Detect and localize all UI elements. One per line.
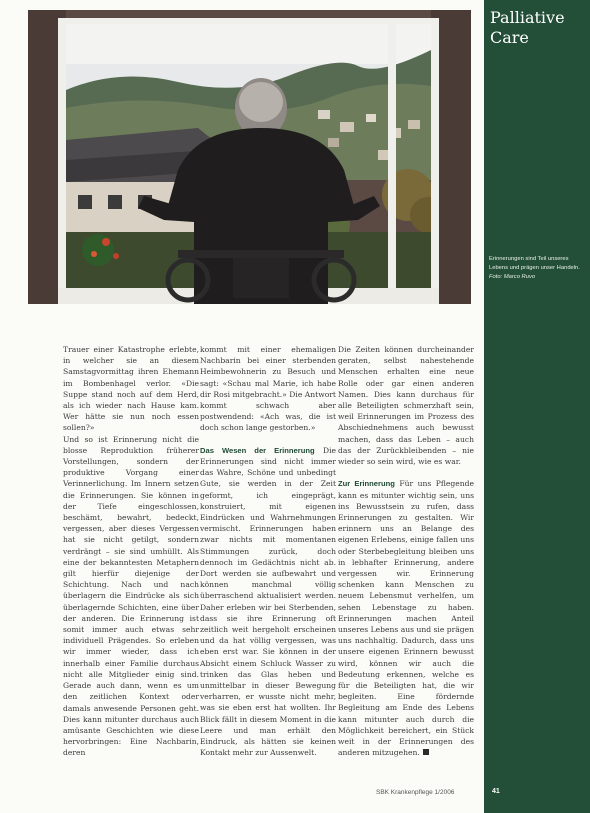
text-column-2 bbox=[200, 344, 336, 759]
section-title: Palliative Care bbox=[490, 8, 565, 47]
photo-caption bbox=[489, 255, 581, 282]
end-mark bbox=[423, 749, 429, 755]
text-column-3 bbox=[338, 344, 474, 759]
text-column-1 bbox=[63, 344, 199, 759]
section-band bbox=[484, 0, 590, 813]
main-photo bbox=[28, 10, 471, 304]
subsection-paragraph bbox=[338, 478, 474, 758]
paragraph-text: Für uns Pflegende kann es mitunter wichtig sein, uns ins Bewusstsein zu rufen, dass Erinnerungen zu gestalten. Wir erinnern uns an Belange des eigenen Erlebens, einige fallen uns oder Sterbebegleitung bleiben uns in lebhafter Erinnerung, andere vergessen wir. Erinnerung schenken kann Menschen zu neuem Lebensmut verhelfen, um sehen Lebenstage zu haben. Erinnerungen machen Anteil unseres Lebens aus und sie prägen uns nachhaltig. Dadurch, dass uns unsere eigenen Erinnern bewusst wird, können wir auch die Bedeutung erkennen, welche es für die Beteiligten hat, die wir begleiten. Eine fördernde Begleitung am Ende des Lebens kann mitunter auch durch die Möglichkeit bereichert, ein Stück weit in der Erinnerungen des anderen mitzugehen. bbox=[338, 479, 474, 758]
photo-credit: Foto: Marco Ruvo bbox=[489, 274, 536, 281]
subheading-wesen: Das Wesen der Erinnerung bbox=[200, 445, 315, 455]
paragraph: Die Zeiten können durcheinander geraten, selbst nahestehende Menschen erhalten eine neue Rolle oder gar einen anderen Namen. Dies kann durchaus für alle Beteiligten schmerzhaft sein, weil Erinnerungen im Prozess des Abschiednehmens auch bewusst machen, dass das Leben – auch das der Zurückbleibenden – nie wieder so sein wird, wie es war. bbox=[338, 345, 474, 467]
footer-magazine: SBK Krankenpflege 1/2006 bbox=[376, 789, 455, 796]
photo-illustration bbox=[28, 10, 471, 304]
subheading-zur-erinnerung: Zur Erinnerung bbox=[338, 479, 395, 489]
paragraph-text: Die Erinnerungen sind nicht immer das Wahre, Schöne und unbedingt Gute, sie werden in der Zeit geformt, ich eingeprägt, konstruiert, mit eigenen Eindrücken und Wahrnehmungen vermischt. Erinnerungen haben zwar nichts mit momentanen Stimmungen zurück, doch dennoch im Gedächtnis nicht ab. Dort werden sie aufbewahrt und können manchmal völlig überraschend aktualisiert werden. Daher erleben wir bei Sterbenden, dass sie ihre Erinnerung oft zeitlich weit hergeholt erscheinen und da hat völlig vergessen, was eben erst war. Sie können in der Absicht einem Schluck Wasser zu trinken das Glas heben und unmittelbar in dieser Bewegung verharren, er wusste nicht mehr, was sie eben erst hat wollten. Ihr Blick fällt in diesem Moment in die Leere und man erhält den Eindruck, als hätten sie keinen Kontakt mehr zur Aussenwelt. bbox=[200, 445, 336, 758]
paragraph: Und so ist Erinnerung nicht die blosse Reproduktion früherer Vorstellungen, sondern der produktive Vorgang einer Verinnerlichung. Im Innern setzen die Erinnerungen. Sie können in der Tiefe eingeschlossen, beschämt, bewahrt, bedeckt, vergessen, aber dieses Vergessen hat sie nicht getilgt, sondern verdrängt – sie sind umhüllt. Als eine der bekanntesten Metaphern gilt hierfür diejenige der Schichtung. Nach und nach überlagern die Eindrücke als sich überlagernde Schichten, eine über der anderen. Die Erinnerung ist somit immer auch etwas sehr individuell Prägendes. So erleben wir immer wieder, dass ich innerhalb einer Familie durchaus nicht alle Mitglieder einig sind. Gerade auch dann, wenn es um den zeitlichen Kontext oder damals anwesende Personen geht. Dies kann mitunter durchaus auch amüsante Geschichten wie diese hervorbringen: Eine Nachbarin, deren bbox=[63, 434, 199, 758]
paragraph: Trauer einer Katastrophe erlebte, in welcher sie an diesem Samstagvormittag ihren Ehemann im Bombenhagel verlor. «Die Suppe stand noch auf dem Herd, als ich wieder nach Hause kam. Wer hätte sie nun noch essen sollen?» bbox=[63, 345, 199, 433]
caption-text: Erinnerungen sind Teil unseres Lebens und prägen unser Handeln. bbox=[489, 256, 580, 271]
paragraph: kommt mit einer ehemaligen Nachbarin bei einer sterbenden Heimbewohnerin zu Besuch und sagt: «Schau mal Marie, ich habe dir Rosi mitgebracht.» Die Antwort kommt schwach aber postwendend: «Ach was, die ist doch schon lange gestorben.» bbox=[200, 345, 336, 433]
subsection-paragraph bbox=[200, 445, 336, 759]
page-number: 41 bbox=[492, 788, 500, 795]
